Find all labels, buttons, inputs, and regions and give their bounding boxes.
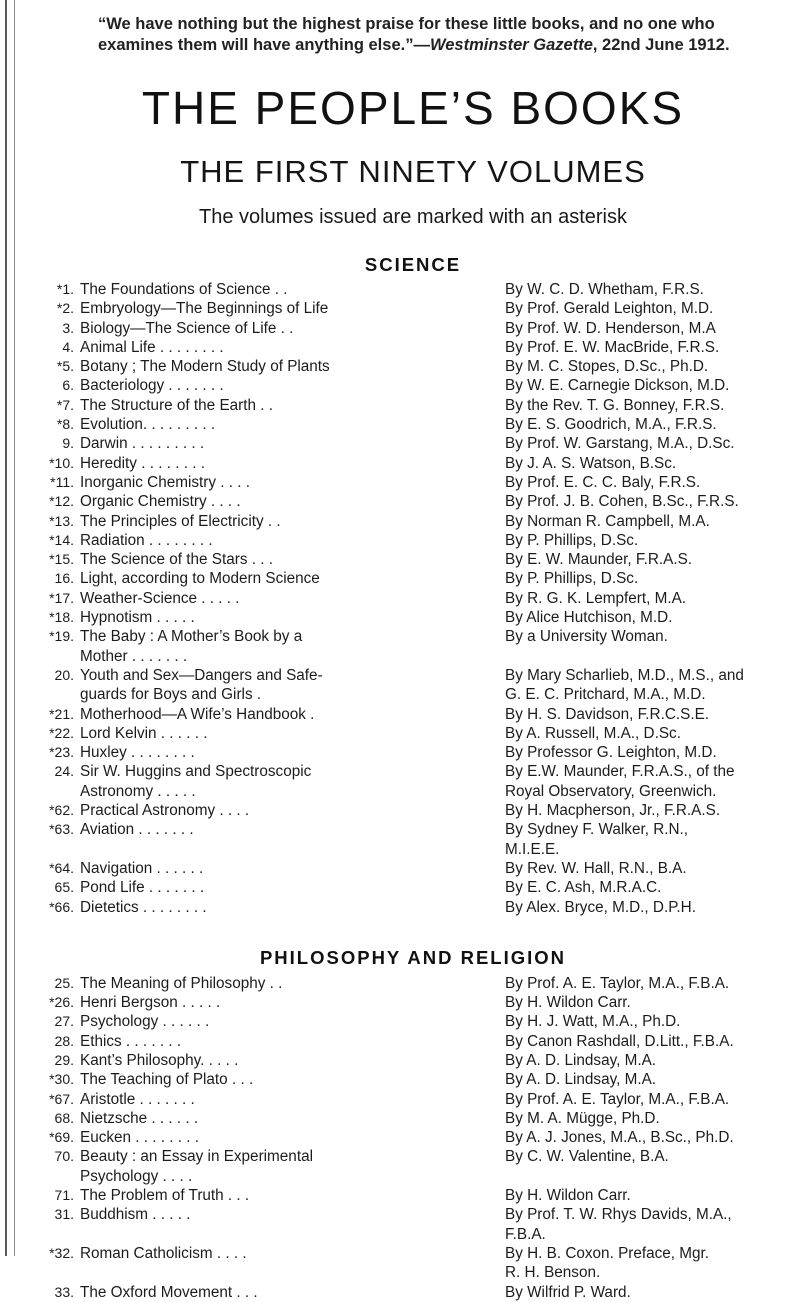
book-entry	[40, 1283, 786, 1302]
book-title: The Problem of Truth . . .	[80, 1187, 250, 1205]
volume-number: 70.	[54, 1148, 74, 1165]
book-author: By Prof. Gerald Leighton, M.D.	[505, 300, 714, 318]
book-title: Inorganic Chemistry . . . .	[80, 473, 251, 491]
science-list	[40, 280, 786, 917]
book-author: By H. Macpherson, Jr., F.R.A.S.	[505, 802, 721, 820]
book-title: Henri Bergson . . . . .	[80, 994, 221, 1012]
book-entry	[40, 550, 786, 569]
book-title: Pond Life . . . . . . .	[80, 879, 205, 897]
book-author: By E. C. Ash, M.R.A.C.	[505, 879, 662, 897]
book-author: By H. S. Davidson, F.R.C.S.E.	[505, 705, 710, 723]
book-title: The Baby : A Mother’s Book by a Mother . . . . . . .	[80, 628, 303, 665]
quote-text: “We have nothing but the highest praise for these little books, and no one who examines them will have anything else.”	[98, 15, 715, 54]
volume-number: 24.	[54, 763, 74, 780]
book-entry	[40, 801, 786, 820]
book-entry	[40, 280, 786, 299]
volume-number: 71.	[54, 1187, 74, 1204]
quote-date: , 22nd June 1912.	[592, 36, 730, 54]
press-quote	[98, 14, 738, 56]
book-title: Ethics . . . . . . .	[80, 1032, 182, 1050]
book-title: Hypnotism . . . . .	[80, 609, 195, 627]
volume-number: *15.	[49, 551, 74, 568]
book-entry	[40, 512, 786, 531]
book-author: By J. A. S. Watson, B.Sc.	[505, 454, 677, 472]
volume-number: 25.	[54, 974, 74, 991]
book-title: The Foundations of Science . .	[80, 281, 288, 298]
volume-number: *23.	[49, 744, 74, 761]
book-entry	[40, 1032, 786, 1051]
book-title: Dietetics . . . . . . . .	[80, 898, 207, 916]
book-title: Sir W. Huggins and Spectroscopic Astronomy . . . . .	[80, 763, 312, 800]
book-author: By A. D. Lindsay, M.A.	[505, 1071, 657, 1089]
book-entry	[40, 1186, 786, 1205]
volume-number: 20.	[54, 666, 74, 683]
book-entry	[40, 1051, 786, 1070]
book-author: By M. C. Stopes, D.Sc., Ph.D.	[505, 358, 709, 376]
book-author: By Prof. T. W. Rhys Davids, M.A., F.B.A.	[505, 1206, 732, 1243]
book-title: Psychology . . . . . .	[80, 1013, 210, 1031]
volume-number: *21.	[49, 705, 74, 722]
book-entry	[40, 878, 786, 897]
book-author: By C. W. Valentine, B.A.	[505, 1148, 669, 1166]
book-author: By Canon Rashdall, D.Litt., F.B.A.	[505, 1032, 734, 1050]
volume-number: *7.	[56, 396, 74, 413]
volume-number: *14.	[49, 531, 74, 548]
book-entry	[40, 1090, 786, 1109]
book-entry	[40, 319, 786, 338]
volume-number: 6.	[62, 377, 74, 394]
volume-number: 27.	[54, 1013, 74, 1030]
book-author: By the Rev. T. G. Bonney, F.R.S.	[505, 396, 725, 414]
volume-number: 3.	[62, 319, 74, 336]
volume-number: *62.	[49, 802, 74, 819]
volume-number: *18.	[49, 609, 74, 626]
book-title: Radiation . . . . . . . .	[80, 531, 213, 549]
book-entry	[40, 859, 786, 878]
book-title: Beauty : an Essay in Experimental Psychology . . . .	[80, 1148, 313, 1185]
book-title: Embryology—The Beginnings of Life	[80, 300, 329, 318]
volume-number: *67.	[49, 1090, 74, 1107]
book-title: Organic Chemistry . . . .	[80, 493, 241, 511]
book-author: By Prof. W. Garstang, M.A., D.Sc.	[505, 435, 735, 453]
book-entry	[40, 724, 786, 743]
book-entry	[40, 434, 786, 453]
book-title: Aviation . . . . . . .	[80, 821, 194, 839]
book-author: By Prof. E. C. C. Baly, F.R.S.	[505, 473, 701, 491]
book-title: Roman Catholicism . . . .	[80, 1244, 247, 1262]
book-entry	[40, 608, 786, 627]
book-entry	[40, 1109, 786, 1128]
book-title: Light, according to Modern Science	[80, 570, 320, 588]
book-entry	[40, 376, 786, 395]
philosophy-list	[40, 974, 786, 1302]
book-author: By Alex. Bryce, M.D., D.P.H.	[505, 898, 696, 916]
volume-number: 33.	[54, 1283, 74, 1300]
book-entry	[40, 473, 786, 492]
left-margin-rule	[5, 0, 7, 1256]
book-author: By Wilfrid P. Ward.	[505, 1283, 631, 1301]
volume-number: 28.	[54, 1032, 74, 1049]
book-entry	[40, 666, 786, 705]
book-title: The Principles of Electricity . .	[80, 512, 281, 530]
book-title: The Oxford Movement . . .	[80, 1283, 258, 1301]
book-title: Youth and Sex—Dangers and Safe- guards for Boys and Girls .	[80, 666, 323, 704]
book-entry	[40, 396, 786, 415]
book-entry	[40, 820, 786, 859]
book-entry	[40, 1147, 786, 1186]
book-entry	[40, 492, 786, 511]
book-title: The Science of the Stars . . .	[80, 551, 274, 569]
volume-number: *1.	[56, 281, 74, 297]
volume-number: *10.	[49, 454, 74, 471]
volume-number: 29.	[54, 1051, 74, 1068]
volume-number: *63.	[49, 821, 74, 838]
volume-number: *13.	[49, 512, 74, 529]
volume-number: *22.	[49, 724, 74, 741]
book-title: Bacteriology . . . . . . .	[80, 377, 224, 395]
book-title: Huxley . . . . . . . .	[80, 744, 195, 762]
volume-number: *69.	[49, 1129, 74, 1146]
book-entry	[40, 338, 786, 357]
book-author: By R. G. K. Lempfert, M.A.	[505, 589, 687, 607]
volume-number: *8.	[56, 416, 74, 433]
page-subtitle: THE FIRST NINETY VOLUMES	[180, 154, 646, 189]
book-author: By E.W. Maunder, F.R.A.S., of the Royal Observatory, Greenwich.	[505, 763, 735, 800]
left-margin-rule-inner	[14, 0, 15, 1256]
book-title: Heredity . . . . . . . .	[80, 454, 205, 472]
book-title: Eucken . . . . . . . .	[80, 1129, 200, 1147]
book-author: By Prof. A. E. Taylor, M.A., F.B.A.	[505, 974, 730, 992]
book-entry	[40, 1128, 786, 1147]
book-title: The Teaching of Plato . . .	[80, 1071, 254, 1089]
book-entry	[40, 762, 786, 801]
book-author: By H. Wildon Carr.	[505, 994, 631, 1012]
book-entry	[40, 531, 786, 550]
volume-number: 9.	[62, 435, 74, 452]
book-entry	[40, 705, 786, 724]
volume-number: *17.	[49, 589, 74, 606]
science-heading: SCIENCE	[364, 254, 462, 275]
book-author: By Norman R. Campbell, M.A.	[505, 512, 710, 530]
book-title: Biology—The Science of Life . .	[80, 319, 294, 337]
book-entry	[40, 974, 786, 993]
book-author: By P. Phillips, D.Sc.	[505, 570, 639, 588]
book-title: Evolution. . . . . . . . .	[80, 416, 216, 434]
book-author: By M. A. Mügge, Ph.D.	[505, 1109, 660, 1127]
book-title: Aristotle . . . . . . .	[80, 1090, 195, 1108]
book-author: By E. W. Maunder, F.R.A.S.	[505, 551, 693, 569]
book-entry	[40, 1070, 786, 1089]
book-entry	[40, 993, 786, 1012]
volume-number: *2.	[56, 300, 74, 317]
book-entry	[40, 1244, 786, 1283]
book-entry	[40, 357, 786, 376]
book-title: Weather-Science . . . . .	[80, 589, 240, 607]
volume-number: *5.	[56, 358, 74, 375]
volume-number: 16.	[54, 570, 74, 587]
book-entry	[40, 569, 786, 588]
book-entry	[40, 454, 786, 473]
book-title: Motherhood—A Wife’s Handbook .	[80, 705, 315, 723]
book-author: By Alice Hutchison, M.D.	[505, 609, 673, 627]
volume-number: *64.	[49, 859, 74, 876]
book-entry	[40, 743, 786, 762]
book-title: The Meaning of Philosophy . .	[80, 974, 283, 992]
book-author: By Rev. W. Hall, R.N., B.A.	[505, 859, 687, 877]
asterisk-note: The volumes issued are marked with an asterisk	[199, 206, 627, 228]
book-entry	[40, 898, 786, 917]
book-author: By A. Russell, M.A., D.Sc.	[505, 724, 681, 742]
book-author: By Prof. A. E. Taylor, M.A., F.B.A.	[505, 1090, 730, 1108]
book-author: By H. B. Coxon. Preface, Mgr. R. H. Benson.	[505, 1244, 710, 1282]
book-entry	[40, 1012, 786, 1031]
volume-number: 68.	[54, 1109, 74, 1126]
volume-number: 65.	[54, 879, 74, 896]
book-author: By H. Wildon Carr.	[505, 1187, 631, 1205]
volume-number: *32.	[49, 1244, 74, 1261]
volume-number: *30.	[49, 1071, 74, 1088]
page-title: THE PEOPLE’S BOOKS	[141, 82, 685, 134]
book-author: By Mary Scharlieb, M.D., M.S., and G. E. C. Pritchard, M.A., M.D.	[505, 666, 744, 704]
book-author: By P. Phillips, D.Sc.	[505, 531, 639, 549]
book-author: By A. D. Lindsay, M.A.	[505, 1051, 657, 1069]
book-entry	[40, 415, 786, 434]
volume-number: *26.	[49, 994, 74, 1011]
book-title: Navigation . . . . . .	[80, 859, 204, 877]
book-author: By E. S. Goodrich, M.A., F.R.S.	[505, 416, 717, 434]
quote-source: Westminster Gazette	[429, 36, 593, 54]
volume-number: 31.	[54, 1206, 74, 1223]
book-title: Lord Kelvin . . . . . .	[80, 724, 208, 742]
book-author: By Prof. W. D. Henderson, M.A	[505, 319, 716, 337]
book-author: By A. J. Jones, M.A., B.Sc., Ph.D.	[505, 1129, 734, 1147]
book-author: By a University Woman.	[505, 628, 668, 646]
book-title: The Structure of the Earth . .	[80, 396, 274, 414]
book-author: By W. E. Carnegie Dickson, M.D.	[505, 377, 730, 395]
book-title: Kant’s Philosophy. . . . .	[80, 1051, 239, 1069]
book-entry	[40, 589, 786, 608]
book-entry	[40, 627, 786, 666]
book-author: By Prof. E. W. MacBride, F.R.S.	[505, 338, 720, 356]
book-author: By Prof. J. B. Cohen, B.Sc., F.R.S.	[505, 493, 739, 511]
volume-number: *66.	[49, 898, 74, 915]
volume-number: *11.	[50, 473, 74, 490]
quote-dash: —	[413, 36, 430, 54]
book-author: By H. J. Watt, M.A., Ph.D.	[505, 1013, 681, 1031]
book-title: Animal Life . . . . . . . .	[80, 338, 224, 356]
book-title: Botany ; The Modern Study of Plants	[80, 358, 330, 376]
book-title: Nietzsche . . . . . .	[80, 1109, 199, 1127]
volume-number: 4.	[62, 338, 74, 355]
volume-number: *12.	[49, 493, 74, 510]
book-author: By Professor G. Leighton, M.D.	[505, 744, 717, 762]
volume-number: *19.	[49, 628, 74, 645]
book-title: Buddhism . . . . .	[80, 1206, 191, 1224]
book-entry	[40, 1205, 786, 1244]
book-title: Practical Astronomy . . . .	[80, 802, 250, 820]
book-author: By W. C. D. Whetham, F.R.S.	[505, 281, 704, 298]
philosophy-heading: PHILOSOPHY AND RELIGION	[259, 946, 567, 968]
book-entry	[40, 299, 786, 318]
book-author: By Sydney F. Walker, R.N., M.I.E.E.	[505, 821, 689, 858]
page	[40, 14, 786, 1302]
book-title: Darwin . . . . . . . . .	[80, 435, 205, 453]
